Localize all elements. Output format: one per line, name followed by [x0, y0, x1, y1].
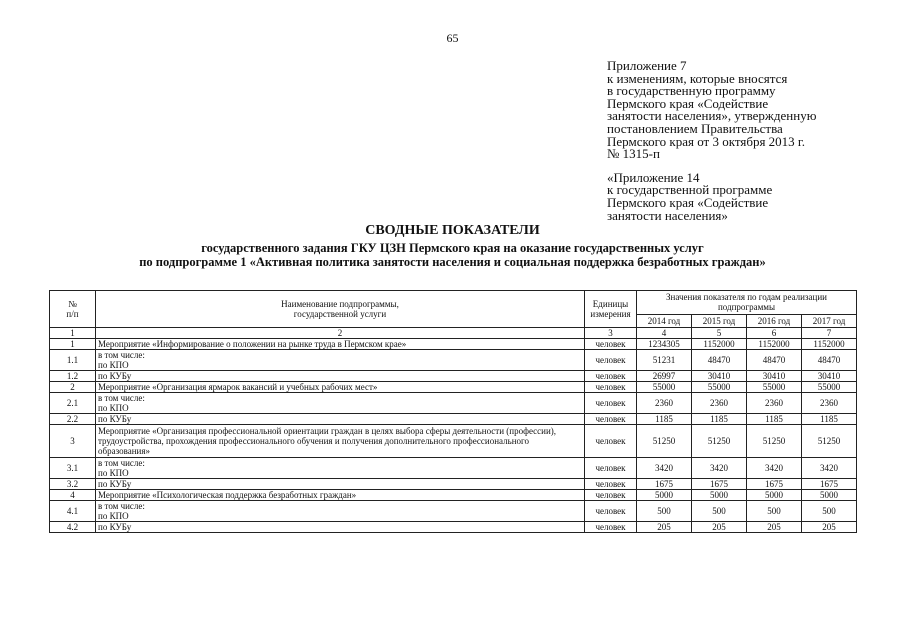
row-value: 48470 — [692, 350, 747, 371]
row-value: 1152000 — [692, 339, 747, 350]
column-number: 7 — [802, 328, 857, 339]
page-number: 65 — [446, 31, 459, 45]
table-row — [50, 393, 857, 414]
row-value: 1185 — [637, 414, 692, 425]
row-unit: человек — [585, 479, 637, 490]
row-value: 1675 — [637, 479, 692, 490]
column-number: 3 — [585, 328, 637, 339]
row-value: 48470 — [747, 350, 802, 371]
table-row — [50, 350, 857, 371]
row-unit: человек — [585, 414, 637, 425]
row-unit: человек — [585, 371, 637, 382]
table-row — [50, 371, 857, 382]
row-value: 55000 — [802, 382, 857, 393]
appendix-line: постановлением Правительства — [607, 120, 783, 136]
header-year: 2015 год — [692, 314, 747, 327]
indicators-table — [49, 290, 857, 533]
row-unit: человек — [585, 458, 637, 479]
row-value: 5000 — [637, 490, 692, 501]
row-number: 2.1 — [50, 393, 96, 414]
appendix-line: занятости населения» — [607, 207, 728, 223]
table-row — [50, 339, 857, 350]
appendix-line: занятости населения», утвержденную — [607, 108, 817, 124]
row-number: 4.1 — [50, 501, 96, 522]
header-year: 2016 год — [747, 314, 802, 327]
table-row — [50, 458, 857, 479]
row-value: 51250 — [637, 425, 692, 458]
row-value: 2360 — [802, 393, 857, 414]
column-number: 4 — [637, 328, 692, 339]
row-number: 2 — [50, 382, 96, 393]
table-row — [50, 522, 857, 533]
row-value: 1185 — [802, 414, 857, 425]
appendix-line: к государственной программе — [607, 182, 773, 198]
row-name: в том числе: по КПО — [96, 458, 585, 479]
row-value: 205 — [637, 522, 692, 533]
row-value: 500 — [747, 501, 802, 522]
row-value: 1234305 — [637, 339, 692, 350]
table-row — [50, 501, 857, 522]
appendix-line: к изменениям, которые вносятся — [607, 70, 788, 86]
row-unit: человек — [585, 350, 637, 371]
column-number: 2 — [96, 328, 585, 339]
row-value: 51231 — [637, 350, 692, 371]
header-num: № п/п — [50, 291, 96, 328]
row-number: 1.1 — [50, 350, 96, 371]
row-unit: человек — [585, 501, 637, 522]
row-number: 3.2 — [50, 479, 96, 490]
row-name: в том числе: по КПО — [96, 393, 585, 414]
row-number: 4 — [50, 490, 96, 501]
row-number: 4.2 — [50, 522, 96, 533]
row-value: 1185 — [747, 414, 802, 425]
row-value: 51250 — [747, 425, 802, 458]
row-value: 205 — [692, 522, 747, 533]
row-value: 1185 — [692, 414, 747, 425]
row-unit: человек — [585, 490, 637, 501]
row-value: 2360 — [692, 393, 747, 414]
row-number: 3.1 — [50, 458, 96, 479]
appendix-line: в государственную программу — [607, 83, 776, 99]
row-name: по КУБу — [96, 371, 585, 382]
table-row — [50, 414, 857, 425]
row-value: 51250 — [802, 425, 857, 458]
appendix-line: «Приложение 14 — [607, 169, 700, 185]
row-value: 30410 — [747, 371, 802, 382]
row-unit: человек — [585, 522, 637, 533]
row-name: в том числе: по КПО — [96, 501, 585, 522]
header-year: 2014 год — [637, 314, 692, 327]
row-value: 26997 — [637, 371, 692, 382]
appendix-line: Пермского края «Содействие — [607, 194, 769, 210]
row-value: 55000 — [637, 382, 692, 393]
appendix-line: № 1315-п — [607, 146, 660, 162]
header-values: Значения показателя по годам реализации подпрограммы — [637, 291, 857, 315]
row-unit: человек — [585, 393, 637, 414]
row-value: 1675 — [747, 479, 802, 490]
row-value: 48470 — [802, 350, 857, 371]
row-value: 500 — [802, 501, 857, 522]
row-value: 30410 — [692, 371, 747, 382]
row-number: 1 — [50, 339, 96, 350]
subtitle-line-1: государственного задания ГКУ ЦЗН Пермского края на оказание государственных услуг — [201, 241, 704, 255]
row-value: 51250 — [692, 425, 747, 458]
appendix-block — [607, 60, 897, 222]
row-value: 3420 — [802, 458, 857, 479]
appendix-line: Пермского края от 3 октября 2013 г. — [607, 133, 806, 149]
row-name: Мероприятие «Информирование о положении на рынке труда в Пермском крае» — [96, 339, 585, 350]
header-name: Наименование подпрограммы, государственной услуги — [96, 291, 585, 328]
table-row — [50, 479, 857, 490]
row-value: 5000 — [747, 490, 802, 501]
row-value: 1152000 — [747, 339, 802, 350]
row-value: 5000 — [802, 490, 857, 501]
document-subtitle — [0, 241, 905, 269]
document-title: СВОДНЫЕ ПОКАЗАТЕЛИ — [365, 223, 540, 238]
row-number: 1.2 — [50, 371, 96, 382]
row-name: Мероприятие «Психологическая поддержка безработных граждан» — [96, 490, 585, 501]
table-row — [50, 490, 857, 501]
row-value: 1675 — [692, 479, 747, 490]
row-value: 2360 — [637, 393, 692, 414]
row-name: по КУБу — [96, 414, 585, 425]
header-year: 2017 год — [802, 314, 857, 327]
row-value: 1675 — [802, 479, 857, 490]
row-name: в том числе: по КПО — [96, 350, 585, 371]
row-number: 2.2 — [50, 414, 96, 425]
row-value: 5000 — [692, 490, 747, 501]
row-unit: человек — [585, 339, 637, 350]
subtitle-line-2: по подпрограмме 1 «Активная политика занятости населения и социальная поддержка безработных граждан» — [139, 255, 766, 269]
header-unit: Единицы измерения — [585, 291, 637, 328]
column-number: 6 — [747, 328, 802, 339]
row-value: 500 — [637, 501, 692, 522]
table-row — [50, 382, 857, 393]
row-value: 1152000 — [802, 339, 857, 350]
column-number: 5 — [692, 328, 747, 339]
row-name: Мероприятие «Организация профессиональной ориентации граждан в целях выбора сферы деятельности (профессии), трудоустройства, прохождения профессионального обучения и получения дополнительного профессионального образования» — [96, 425, 585, 458]
row-value: 2360 — [747, 393, 802, 414]
row-value: 3420 — [637, 458, 692, 479]
row-unit: человек — [585, 382, 637, 393]
row-value: 205 — [802, 522, 857, 533]
row-value: 500 — [692, 501, 747, 522]
row-name: по КУБу — [96, 522, 585, 533]
row-value: 30410 — [802, 371, 857, 382]
row-number: 3 — [50, 425, 96, 458]
column-number-row — [50, 328, 857, 339]
row-value: 55000 — [747, 382, 802, 393]
row-value: 55000 — [692, 382, 747, 393]
row-value: 205 — [747, 522, 802, 533]
row-unit: человек — [585, 425, 637, 458]
table-row — [50, 425, 857, 458]
row-name: по КУБу — [96, 479, 585, 490]
appendix-line: Пермского края «Содействие — [607, 95, 769, 111]
row-name: Мероприятие «Организация ярмарок вакансий и учебных рабочих мест» — [96, 382, 585, 393]
row-value: 3420 — [692, 458, 747, 479]
appendix-line: Приложение 7 — [607, 58, 687, 73]
column-number: 1 — [50, 328, 96, 339]
row-value: 3420 — [747, 458, 802, 479]
